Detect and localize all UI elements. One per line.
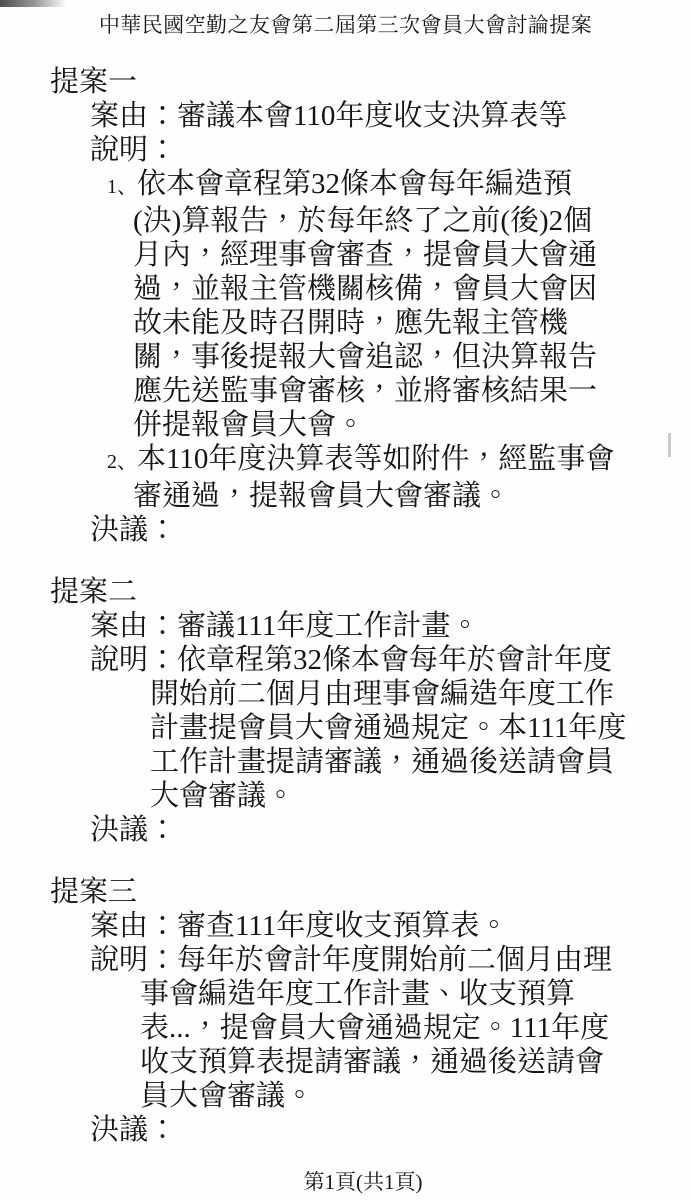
document-line <box>133 306 691 340</box>
document-line <box>150 779 691 813</box>
line-text: 決議： <box>90 814 178 846</box>
document-line <box>90 133 691 167</box>
scan-artifact-right-edge <box>668 433 671 457</box>
line-text: 過，並報主管機關核備，會員大會因 <box>133 273 598 305</box>
scan-artifact-top-left <box>0 0 66 7</box>
proposal-section <box>0 65 691 547</box>
document-line <box>150 711 691 745</box>
line-text: 大會審議。 <box>150 780 296 812</box>
list-number: 1、 <box>107 176 137 198</box>
document-line <box>133 272 691 306</box>
line-text: 併提報會員大會。 <box>133 409 366 441</box>
line-text: 決議： <box>90 514 178 546</box>
document-line <box>133 238 691 272</box>
proposal-section <box>0 875 691 1147</box>
document-line <box>90 99 691 133</box>
proposal-heading: 提案一 <box>50 66 138 98</box>
document-line <box>90 513 691 547</box>
line-text: 案由：審查111年度收支預算表。 <box>90 910 509 942</box>
proposal-heading: 提案二 <box>50 576 138 608</box>
list-number: 2、 <box>107 451 137 473</box>
document-line <box>133 408 691 442</box>
document-body <box>0 65 691 1147</box>
document-line <box>140 977 691 1011</box>
document-line <box>140 1011 691 1045</box>
document-line <box>90 643 691 677</box>
proposal-section <box>0 575 691 847</box>
document-line <box>140 1079 691 1113</box>
document-line <box>90 943 691 977</box>
document-line <box>140 1045 691 1079</box>
document-line <box>133 340 691 374</box>
document-line <box>133 479 691 513</box>
line-text: 說明：依章程第32條本會每年於會計年度 <box>90 644 613 676</box>
document-line <box>133 204 691 238</box>
document-line <box>90 609 691 643</box>
line-text: 表...，提會員大會通過規定。111年度 <box>140 1012 610 1044</box>
line-text: 事會編造年度工作計畫、收支預算 <box>140 978 576 1010</box>
line-text: 審通過，提報會員大會審議。 <box>133 480 511 512</box>
document-line <box>90 909 691 943</box>
line-text: 案由：審議111年度工作計畫。 <box>90 610 480 642</box>
proposal-heading: 提案三 <box>50 876 138 908</box>
line-text: 員大會審議。 <box>140 1080 315 1112</box>
line-text: 依本會章程第32條本會每年編造預 <box>137 168 573 200</box>
document-line <box>107 442 691 479</box>
line-text: 說明： <box>90 134 178 166</box>
document-line <box>107 167 691 204</box>
document-line <box>150 745 691 779</box>
line-text: 決議： <box>90 1114 178 1146</box>
document-line <box>90 813 691 847</box>
document-title: 中華民國空勤之友會第二屆第三次會員大會討論提案 <box>98 13 593 37</box>
line-text: 應先送監事會審核，並將審核結果一 <box>133 375 598 407</box>
page-number: 第1頁(共1頁) <box>303 1170 423 1194</box>
line-text: 案由：審議本會110年度收支決算表等 <box>90 100 568 132</box>
line-text: 月內，經理事會審查，提會員大會通 <box>133 239 598 271</box>
line-text: 收支預算表提請審議，通過後送請會 <box>140 1046 605 1078</box>
line-text: (決)算報告，於每年終了之前(後)2個 <box>133 205 593 237</box>
document-line <box>133 374 691 408</box>
line-text: 開始前二個月由理事會編造年度工作 <box>150 678 615 710</box>
document-line <box>150 677 691 711</box>
line-text: 計畫提會員大會通過規定。本111年度 <box>150 712 627 744</box>
line-text: 關，事後提報大會追認，但決算報告 <box>133 341 598 373</box>
line-text: 故未能及時召開時，應先報主管機 <box>133 307 569 339</box>
line-text: 工作計畫提請審議，通過後送請會員 <box>150 746 615 778</box>
line-text: 說明：每年於會計年度開始前二個月由理 <box>90 944 613 976</box>
document-line <box>90 1113 691 1147</box>
line-text: 本110年度決算表等如附件，經監事會 <box>137 443 615 475</box>
